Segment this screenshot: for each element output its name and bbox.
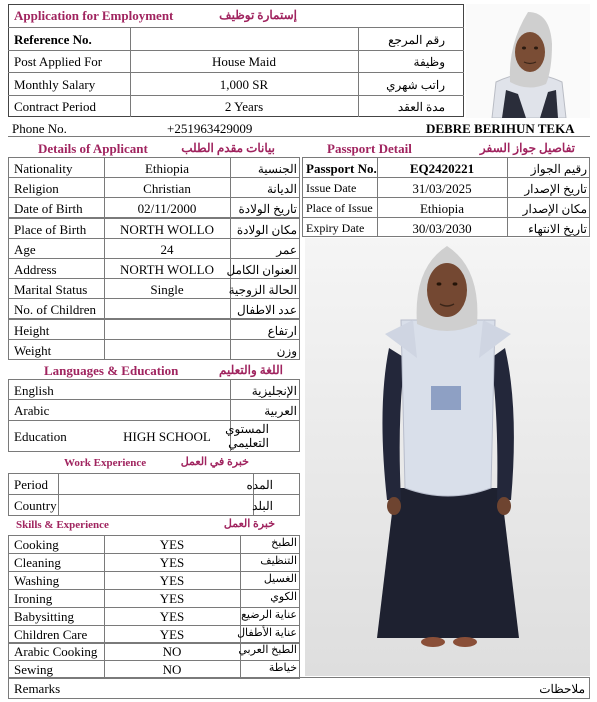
divider [240, 553, 241, 572]
applicant-field-label-arabic: الحالة الزوجية [228, 283, 297, 297]
applicant-field-label-arabic: الديانة [266, 182, 297, 196]
skill-value: YES [159, 573, 185, 588]
divider [8, 50, 464, 51]
applicant-field-value: NORTH WOLLO [120, 262, 214, 277]
salary-label: Monthly Salary [14, 77, 96, 92]
phone-value: +251963429009 [167, 121, 253, 136]
reference-label-arabic: رقم المرجع [388, 33, 445, 47]
divider [8, 95, 464, 96]
applicant-field-label: Nationality [14, 161, 73, 176]
skill-label: Cooking [14, 537, 59, 552]
passport-number-label-arabic: رقيم الجواز [530, 162, 587, 176]
skill-label-arabic: عناية الأطفال [237, 627, 297, 639]
contract-value: 2 Years [224, 99, 264, 114]
applicant-field-label: Age [14, 242, 36, 257]
skill-label-arabic: الغسيل [263, 573, 297, 585]
applicant-field-label: Marital Status [14, 282, 88, 297]
divider [302, 217, 590, 218]
issue-date-label: Issue Date [306, 181, 357, 195]
contract-label-arabic: مدة العقد [397, 100, 445, 114]
applicant-field-value: Single [150, 282, 184, 297]
applicant-section-title-arabic: بيانات مقدم الطلب [181, 141, 275, 155]
expiry-date-label: Expiry Date [306, 221, 365, 235]
skill-label-arabic: خياطة [268, 662, 297, 674]
skills-section-title: Skills & Experience [16, 519, 109, 531]
divider [230, 157, 231, 178]
work-country-label-arabic: البلد [252, 499, 273, 513]
applicant-field-label-arabic: عمر [276, 243, 297, 257]
divider [240, 535, 241, 554]
skill-label: Washing [14, 573, 60, 588]
applicant-portrait-photo [466, 4, 590, 118]
divider [8, 27, 464, 28]
form-title: Application for Employment [14, 8, 174, 23]
work-section-title-arabic: خبرة في العمل [180, 456, 249, 468]
language-arabic-label-arabic: العربية [264, 404, 297, 418]
skill-label: Ironing [14, 591, 53, 606]
skill-value: YES [159, 591, 185, 606]
applicant-field-value: Ethiopia [144, 161, 190, 176]
passport-number-value: EQ2420221 [409, 161, 475, 176]
divider [104, 298, 105, 319]
skill-label: Cleaning [14, 555, 61, 570]
work-period-label: Period [14, 477, 48, 492]
skill-label: Babysitting [14, 609, 74, 624]
skills-section-title-arabic: خبرة العمل [223, 518, 275, 530]
applicant-field-label: Height [14, 323, 50, 338]
education-value: HIGH SCHOOL [123, 429, 211, 444]
divider [230, 177, 231, 198]
applicant-field-value: NORTH WOLLO [120, 222, 214, 237]
language-english-label: English [14, 383, 54, 398]
languages-section-title-arabic: اللغة والتعليم [219, 363, 283, 377]
applicant-field-value: 02/11/2000 [137, 201, 197, 216]
skill-label-arabic: عناية الرضيع [241, 609, 297, 621]
applicant-field-label: Weight [14, 343, 52, 358]
skill-label-arabic: الطبخ العربي [238, 644, 297, 656]
applicant-field-label-arabic: مكان الولادة [236, 223, 297, 237]
applicant-field-label-arabic: عدد الاطفال [237, 303, 297, 317]
applicant-field-label: No. of Children [14, 302, 96, 317]
divider [230, 218, 231, 239]
work-period-label-arabic: المده [246, 478, 273, 492]
divider [230, 319, 231, 340]
language-row [8, 399, 300, 421]
divider [358, 27, 359, 117]
skill-label-arabic: الكوي [270, 591, 297, 603]
contract-label: Contract Period [14, 99, 96, 114]
phone-label: Phone No. [12, 121, 67, 136]
applicant-field-label-arabic: العنوان الكامل [226, 263, 297, 277]
form-title-arabic: إستمارة توظيف [219, 8, 297, 22]
applicant-field-label: Religion [14, 181, 59, 196]
skill-value: NO [162, 644, 182, 659]
work-section-title: Work Experience [64, 457, 147, 469]
divider [230, 298, 231, 319]
languages-section-title: Languages & Education [44, 363, 179, 378]
issue-date-label-arabic: تاريخ الإصدار [524, 182, 587, 196]
post-label: Post Applied For [14, 54, 103, 69]
skill-label: Arabic Cooking [14, 644, 98, 659]
divider [302, 177, 590, 178]
divider [302, 197, 590, 198]
applicant-field-label: Place of Birth [14, 222, 87, 237]
divider [507, 157, 508, 237]
education-label-arabic-2: التعليمي [228, 436, 269, 450]
divider [8, 72, 464, 73]
divider [230, 238, 231, 259]
post-value: House Maid [212, 54, 276, 69]
divider [230, 339, 231, 360]
divider [230, 197, 231, 218]
applicant-section-title: Details of Applicant [38, 141, 148, 156]
skill-value: YES [159, 537, 185, 552]
salary-value: 1,000 SR [219, 77, 269, 92]
divider [104, 319, 105, 340]
education-label: Education [14, 429, 67, 444]
expiry-date-label-arabic: تاريخ الانتهاء [528, 222, 587, 236]
divider [58, 473, 59, 516]
education-label-arabic: المستوي [225, 422, 269, 436]
applicant-row [8, 339, 300, 360]
applicant-field-label-arabic: الجنسية [257, 162, 297, 176]
applicant-field-label-arabic: وزن [276, 344, 297, 358]
post-label-arabic: وظيفة [413, 55, 445, 69]
skill-label-arabic: الطبخ [271, 537, 297, 549]
applicant-field-label-arabic: تاريخ الولادة [238, 202, 297, 216]
divider [8, 136, 590, 137]
issue-date-value: 31/03/2025 [412, 181, 472, 196]
work-country-label: Country [14, 498, 57, 513]
place-of-issue-label: Place of Issue [306, 201, 373, 215]
passport-section-title: Passport Detail [327, 141, 412, 156]
language-english-label-arabic: الإنجليزية [251, 384, 297, 398]
place-of-issue-label-arabic: مكان الإصدار [522, 202, 587, 216]
applicant-row [8, 319, 300, 340]
remarks-label: Remarks [14, 681, 61, 696]
skill-value: NO [162, 662, 182, 677]
salary-label-arabic: راتب شهري [386, 78, 445, 92]
applicant-field-label: Address [14, 262, 57, 277]
applicant-field-value: Christian [143, 181, 191, 196]
passport-section-title-arabic: تفاصيل جواز السفر [479, 141, 575, 155]
divider [104, 339, 105, 360]
language-arabic-label: Arabic [14, 403, 50, 418]
applicant-name: DEBRE BERIHUN TEKA [426, 121, 575, 136]
applicant-field-value: 24 [160, 242, 174, 257]
skill-label: Sewing [14, 662, 53, 677]
applicant-full-body-photo [305, 238, 590, 676]
reference-label: Reference No. [14, 32, 92, 47]
applicant-field-label-arabic: ارتفاع [267, 324, 297, 338]
skill-value: YES [159, 627, 185, 642]
skill-label: Children Care [14, 627, 88, 642]
expiry-date-value: 30/03/2030 [412, 221, 472, 236]
skill-value: YES [159, 609, 185, 624]
place-of-issue-value: Ethiopia [419, 201, 465, 216]
remarks-label-arabic: ملاحظات [539, 682, 585, 696]
skill-value: YES [159, 555, 185, 570]
passport-number-label: Passport No. [306, 161, 377, 176]
remarks-row [8, 677, 590, 699]
divider [240, 589, 241, 608]
skill-label-arabic: التنظيف [260, 555, 297, 567]
applicant-field-label: Date of Birth [14, 201, 83, 216]
divider [240, 571, 241, 590]
